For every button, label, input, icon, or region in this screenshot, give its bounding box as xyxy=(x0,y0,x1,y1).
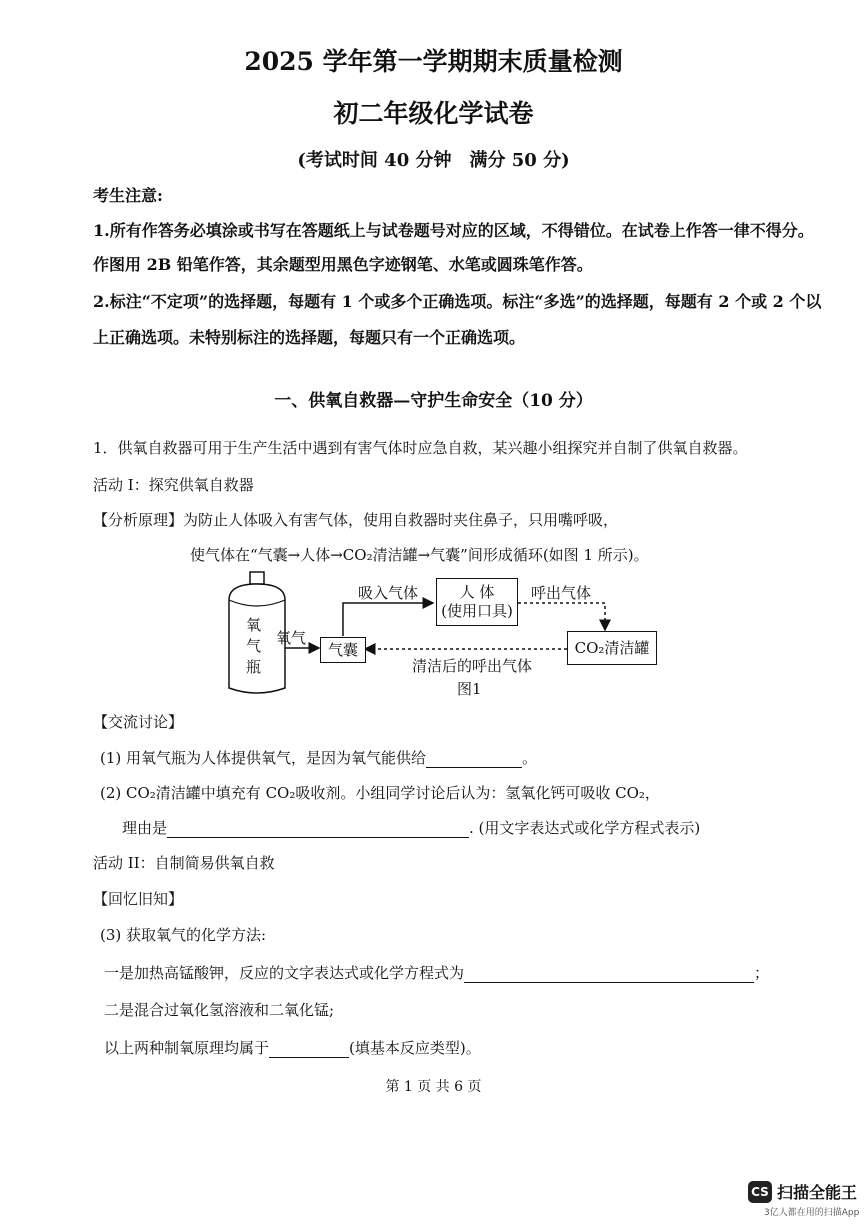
notice-heading: 考生注意: xyxy=(93,186,163,205)
cylinder-label: 氧 气 瓶 xyxy=(246,616,262,676)
section-title: 一、供氧自救器—守护生命安全（10 分） xyxy=(274,391,593,411)
notice-line-3: 2.标注“不定项”的选择题，每题有 1 个或多个正确选项。标注“多选”的选择题，每题有 2 个或 2 个以 xyxy=(93,292,822,311)
co2-cleaner-box: CO₂清洁罐 xyxy=(567,631,657,665)
human-box: 人 体 (使用口具) xyxy=(436,578,518,626)
answer-blank-3[interactable] xyxy=(464,966,754,983)
question-1-1: (1) 用氧气瓶为人体提供氧气，是因为氧气能供给 。 xyxy=(100,749,538,767)
exhale-arrow xyxy=(518,603,605,630)
exam-subject: 初二年级化学试卷 xyxy=(333,99,534,128)
activity-1-heading: 活动 I：探究供氧自救器 xyxy=(93,476,254,494)
answer-blank-2[interactable] xyxy=(167,821,469,838)
exhale-label: 呼出气体 xyxy=(531,584,592,602)
airbag-box: 气囊 xyxy=(320,637,366,663)
oxygen-label: 氧气 xyxy=(276,629,307,647)
inhale-arrow xyxy=(343,603,433,636)
question-1-3-c: 以上两种制氧原理均属于 (填基本反应类型)。 xyxy=(104,1039,481,1057)
question-1-3-b: 二是混合过氧化氢溶液和二氧化锰; xyxy=(104,1001,335,1019)
cleaned-gas-label: 清洁后的呼出气体 xyxy=(412,657,533,675)
answer-blank-1[interactable] xyxy=(426,751,522,768)
scanner-tagline: 3亿人都在用的扫描App xyxy=(764,1208,860,1218)
question-1-3-intro: (3) 获取氧气的化学方法: xyxy=(100,926,267,944)
question-1-3-a: 一是加热高锰酸钾，反应的文字表达式或化学方程式为 ； xyxy=(104,964,770,982)
notice-line-4: 上正确选项。未特别标注的选择题，每题只有一个正确选项。 xyxy=(93,328,526,347)
recall-heading: 【回忆旧知】 xyxy=(93,890,184,908)
question-1-intro: 1．供氧自救器可用于生产生活中遇到有害气体时应急自救，某兴趣小组探究并自制了供氧自救器。 xyxy=(93,439,748,457)
figure-caption: 图1 xyxy=(457,680,482,698)
scanner-app-name: 扫描全能王 xyxy=(777,1183,858,1202)
exam-duration: (考试时间 40 分钟 满分 50 分) xyxy=(297,150,570,171)
camscanner-logo-icon: CS xyxy=(748,1181,772,1203)
inhale-label: 吸入气体 xyxy=(358,584,419,602)
page-number: 第 1 页 共 6 页 xyxy=(385,1079,482,1095)
notice-line-1: 1.所有作答务必填涂或书写在答题纸上与试卷题号对应的区域，不得错位。在试卷上作答一律不得分。 xyxy=(93,221,814,240)
notice-line-2: 作图用 2B 铅笔作答，其余题型用黑色字迹钢笔、水笔或圆珠笔作答。 xyxy=(93,255,593,274)
principle-line-2: 使气体在“气囊→人体→CO₂清洁罐→气囊”间形成循环(如图 1 所示)。 xyxy=(190,546,649,564)
question-1-2-line-1: (2) CO₂清洁罐中填充有 CO₂吸收剂。小组同学讨论后认为：氢氧化钙可吸收 CO₂， xyxy=(100,784,660,802)
principle-line-1: 【分析原理】为防止人体吸入有害气体，使用自救器时夹住鼻子，只用嘴呼吸， xyxy=(93,511,619,529)
answer-blank-4[interactable] xyxy=(269,1041,349,1058)
exam-title: 2025 学年第一学期期末质量检测 xyxy=(244,47,623,76)
activity-2-heading: 活动 II：自制简易供氧自救 xyxy=(93,854,275,872)
discussion-heading: 【交流讨论】 xyxy=(93,713,184,731)
question-1-2-line-2: 理由是 . (用文字表达式或化学方程式表示) xyxy=(122,819,701,837)
